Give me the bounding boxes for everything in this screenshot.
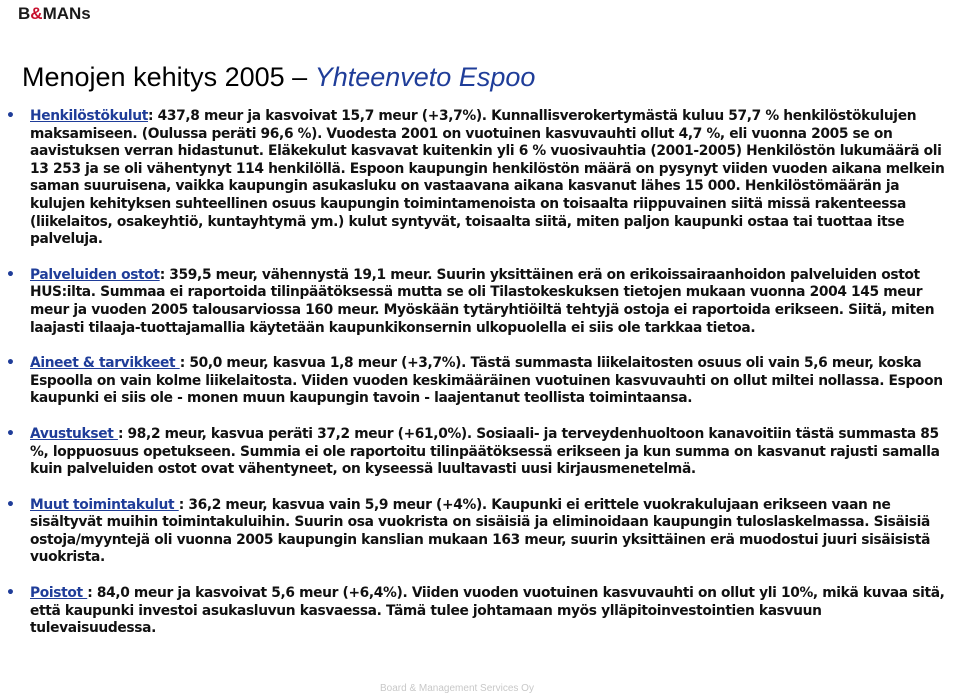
term-link[interactable]: Aineet & tarvikkeet xyxy=(30,355,180,372)
title-main: Menojen kehitys 2005 – xyxy=(22,62,315,92)
item-text: : 36,2 meur, kasvua vain 5,9 meur (+4%). Kaupunki ei erittele vuokrakulujaan erikseen vaan ne sisältyvät muihin toimintakuluihin. Suurin osa vuokrista on sisäisiä ja eliminoidaan kaupungin tuloslaskelmassa. Sisäisiä ostoja/myyntejä oli vuonna 2005 kaupungin kanslian mukaan 163 meur, suurin yksittäinen erä muodostui juuri sisäisistä vuokrista. xyxy=(30,496,931,566)
list-item-muut-toimintakulut xyxy=(0,497,960,567)
slide-title xyxy=(22,62,535,93)
title-subtitle: Yhteenveto Espoo xyxy=(314,62,536,92)
term-link[interactable]: Poistot xyxy=(30,585,88,602)
logo-ampersand: & xyxy=(30,4,43,23)
term-link[interactable]: Muut toimintakulut xyxy=(30,496,179,513)
bullet-icon: • xyxy=(6,355,15,372)
item-text: : 84,0 meur ja kasvoivat 5,6 meur (+6,4%). Viiden vuoden vuotuinen kasvuvauhti on ollut yli 10%, mikä kuvaa sitä, että kaupunki investoi asukasluvun kasvaessa. Tämä tulee johtamaan myös ylläpitoinvestointien kasvuun tulevaisuudessa. xyxy=(30,585,945,637)
list-item-palveluiden-ostot xyxy=(0,267,960,337)
item-text: : 437,8 meur ja kasvoivat 15,7 meur (+3,7%). Kunnallisverokertymästä kuluu 57,7 % henkilöstökulujen maksamiseen. (Oulussa peräti 96,6 %). Vuodesta 2001 on vuotuinen kasvuvauhti ollut 4,7 %, eli vuonna 2005 se on aavistuksen verran hidastunut. Eläkekulut kasvavat kuitenkin yli 6 % vuosivauhtia (2001-2005) Henkilöstön lukumäärä oli 13 253 ja se oli vähentynyt 114 henkilöllä. Espoon kaupungin henkilöstön määrä on pysynyt viiden vuoden aikana melkein saman suuruisena, vaikka kaupungin asukasluku on vastaavana aikana kasvanut lähes 15 000. Henkilöstömäärän ja kulujen kehityksen suhteellinen osuus kaupungin toimintamenoista on toisaalta riippuvainen siitä missä rakenteessa (liikelaitos, osakeyhtiö, kuntayhtymä ym.) kulut syntyvät, toisaalta siitä, miten paljon kaupunki ostaa tai tuottaa itse palveluja. xyxy=(30,108,945,248)
bullet-list xyxy=(0,108,960,656)
item-text: : 359,5 meur, vähennystä 19,1 meur. Suurin yksittäinen erä on erikoissairaanhoidon palveluiden ostot HUS:ilta. Summaa ei raportoida tilinpäätöksessä mutta se oli Tilastokeskuksen tietojen mukaan vuonna 2004 145 meur meur ja vuoden 2005 talousarviossa 160 meur. Myöskään tytäryhtiöiltä tehtyjä ostoja ei raportoida erikseen. Siitä, miten laajasti tilaaja-tuottajamallia käytetään kaupunkikonsernin ulkopuolella ei siis ole tarkkaa tietoa. xyxy=(30,266,935,336)
list-item-aineet-tarvikkeet xyxy=(0,355,960,408)
bullet-icon: • xyxy=(6,266,15,283)
list-item-avustukset xyxy=(0,426,960,479)
bullet-icon: • xyxy=(6,108,15,124)
term-link[interactable]: Henkilöstökulut xyxy=(30,108,149,124)
bullet-icon: • xyxy=(6,585,15,602)
item-text: : 98,2 meur, kasvua peräti 37,2 meur (+61,0%). Sosiaali- ja terveydenhuoltoon kanavoitiin tästä summasta 85 %, loppuosuus opetukseen. Summia ei ole raportoitu tilinpäätöksessä erikseen ja kun summa on kasvanut rajusti samalla kuin palveluiden ostot ovat vähentyneet, on kyseessä luultavasti uusi kirjausmenetelmä. xyxy=(30,425,940,478)
term-link[interactable]: Avustukset xyxy=(30,425,118,442)
item-text: : 50,0 meur, kasvua 1,8 meur (+3,7%). Tästä summasta liikelaitosten osuus oli vain 5,6 meur, koska Espoolla on vain kolme liikelaitosta. Viiden vuoden keskimääräinen vuotuinen kasvuvauhti on ollut miltei nollassa. Espoon kaupunki ei siis ole - monen muun kaupungin tavoin - laajentanut teollista toimintaansa. xyxy=(30,355,943,407)
list-item-henkilostokulut xyxy=(0,108,960,249)
bullet-icon: • xyxy=(6,425,15,442)
logo-text-mans: MANs xyxy=(42,4,91,23)
footer-text: Board & Management Services Oy xyxy=(380,683,534,694)
bullet-icon: • xyxy=(6,496,15,513)
company-logo xyxy=(18,4,91,24)
list-item-poistot xyxy=(0,585,960,638)
term-link[interactable]: Palveluiden ostot xyxy=(30,266,160,283)
logo-text-b: B xyxy=(18,4,31,23)
